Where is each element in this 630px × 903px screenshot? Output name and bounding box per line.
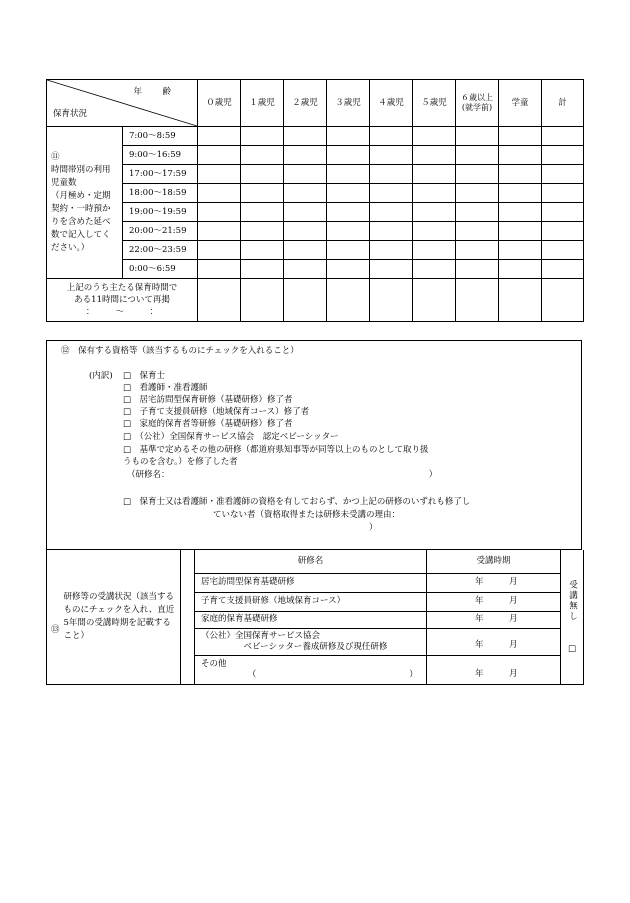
qualifications-heading: ⑫ 保有する資格等（該当するものにチェックを入れること） bbox=[61, 346, 299, 356]
training-label: 研修等の受講状況（該当するものにチェックを入れ、直近5年間の受講時期を記載すること） bbox=[63, 591, 175, 641]
input-cell[interactable] bbox=[370, 203, 413, 222]
input-cell[interactable] bbox=[327, 260, 370, 279]
input-cell[interactable] bbox=[499, 184, 542, 203]
hourly-count-label: ⑪ 時間帯別の利用児童数 （月極め・定期契約・一時預かりを含めた延べ数で記入してください。） bbox=[47, 127, 123, 279]
spacer-col bbox=[181, 550, 195, 684]
time-slot-label: 18:00～18:59 bbox=[123, 184, 198, 203]
input-cell[interactable] bbox=[456, 203, 499, 222]
input-cell[interactable] bbox=[327, 222, 370, 241]
no-training-cell[interactable] bbox=[561, 550, 584, 684]
input-cell[interactable] bbox=[413, 127, 456, 146]
training-row-period[interactable]: 年 月 bbox=[427, 611, 561, 628]
qual-item[interactable]: □ 保育士 bbox=[123, 371, 166, 381]
input-cell[interactable] bbox=[241, 222, 284, 241]
training-row-period[interactable]: 年 月 bbox=[427, 592, 561, 611]
training-row-name: （公社）全国保育サービス協会 ベビーシッター養成研修及び現任研修 bbox=[195, 628, 427, 655]
col-period: 受講時期 bbox=[427, 550, 561, 573]
input-cell[interactable] bbox=[198, 241, 241, 260]
input-cell[interactable] bbox=[198, 146, 241, 165]
input-cell[interactable] bbox=[370, 279, 413, 322]
qual-item[interactable]: □ 子育て支援員研修（地域保育コース）修了者 bbox=[123, 407, 310, 417]
input-cell[interactable] bbox=[413, 279, 456, 322]
training-row-name[interactable]: その他 （ ） bbox=[195, 655, 427, 684]
qual-item[interactable]: □ 基準で定めるその他の研修（都道府県知事等が同等以上のものとして取り扱 bbox=[123, 445, 429, 455]
training-row-period[interactable]: 年 月 bbox=[427, 573, 561, 592]
input-cell[interactable] bbox=[198, 165, 241, 184]
input-cell[interactable] bbox=[499, 279, 542, 322]
input-cell[interactable] bbox=[542, 279, 584, 322]
input-cell[interactable] bbox=[499, 222, 542, 241]
input-cell[interactable] bbox=[370, 165, 413, 184]
no-training-label: 受講無し bbox=[567, 580, 578, 622]
age-col-1: １歳児 bbox=[241, 80, 284, 127]
training-row-name: 家庭的保育基礎研修 bbox=[195, 611, 427, 628]
input-cell[interactable] bbox=[499, 203, 542, 222]
input-cell[interactable] bbox=[198, 127, 241, 146]
input-cell[interactable] bbox=[370, 260, 413, 279]
input-cell[interactable] bbox=[456, 222, 499, 241]
main-hours-label: 上記のうち主たる保育時間で ある11時間について再掲 ： ～ ： bbox=[47, 279, 198, 322]
time-slot-label: 7:00～8:59 bbox=[123, 127, 198, 146]
input-cell[interactable] bbox=[542, 241, 584, 260]
age-col-7: 学童 bbox=[499, 80, 542, 127]
input-cell[interactable] bbox=[241, 165, 284, 184]
age-col-5: ５歳児 bbox=[413, 80, 456, 127]
input-cell[interactable] bbox=[241, 127, 284, 146]
input-cell[interactable] bbox=[327, 279, 370, 322]
no-training-checkbox[interactable]: □ bbox=[567, 644, 577, 654]
qual-item-cont: うものを含む。）を修了した者 bbox=[123, 457, 238, 467]
input-cell[interactable] bbox=[456, 279, 499, 322]
no-qualification-reason[interactable]: ていない者（資格取得または研修未受講の理由： bbox=[213, 510, 401, 520]
time-slot-label: 9:00～16:59 bbox=[123, 146, 198, 165]
time-slot-label: 0:00～6:59 bbox=[123, 260, 198, 279]
training-table bbox=[46, 550, 584, 685]
input-cell[interactable] bbox=[499, 165, 542, 184]
input-cell[interactable] bbox=[413, 146, 456, 165]
input-cell[interactable] bbox=[284, 279, 327, 322]
input-cell[interactable] bbox=[413, 260, 456, 279]
training-label-cell bbox=[47, 550, 181, 684]
input-cell[interactable] bbox=[198, 184, 241, 203]
input-cell[interactable] bbox=[241, 203, 284, 222]
training-row-name: 子育て支援員研修（地域保育コース） bbox=[195, 592, 427, 611]
input-cell[interactable] bbox=[370, 222, 413, 241]
input-cell[interactable] bbox=[327, 184, 370, 203]
input-cell[interactable] bbox=[499, 260, 542, 279]
input-cell[interactable] bbox=[327, 241, 370, 260]
time-slot-label: 19:00～19:59 bbox=[123, 203, 198, 222]
input-cell[interactable] bbox=[542, 222, 584, 241]
input-cell[interactable] bbox=[413, 203, 456, 222]
input-cell[interactable] bbox=[284, 241, 327, 260]
header-diagonal-cell bbox=[47, 80, 198, 127]
input-cell[interactable] bbox=[370, 241, 413, 260]
qual-item[interactable]: □ （公社）全国保育サービス協会 認定ベビーシッター bbox=[123, 432, 339, 442]
qual-item[interactable]: □ 居宅訪問型保育研修（基礎研修）修了者 bbox=[123, 395, 293, 405]
input-cell[interactable] bbox=[241, 184, 284, 203]
input-cell[interactable] bbox=[456, 184, 499, 203]
age-time-table bbox=[46, 79, 584, 322]
input-cell[interactable] bbox=[542, 203, 584, 222]
input-cell[interactable] bbox=[327, 203, 370, 222]
input-cell[interactable] bbox=[284, 222, 327, 241]
input-cell[interactable] bbox=[284, 184, 327, 203]
input-cell[interactable] bbox=[284, 127, 327, 146]
training-row-period[interactable]: 年 月 bbox=[427, 628, 561, 655]
input-cell[interactable] bbox=[241, 279, 284, 322]
input-cell[interactable] bbox=[198, 279, 241, 322]
input-cell[interactable] bbox=[327, 146, 370, 165]
input-cell[interactable] bbox=[370, 127, 413, 146]
training-name-field[interactable]: （研修名： ） bbox=[127, 470, 438, 480]
input-cell[interactable] bbox=[241, 146, 284, 165]
header-status-label: 保育状況 bbox=[53, 109, 88, 119]
input-cell[interactable] bbox=[499, 127, 542, 146]
input-cell[interactable] bbox=[456, 127, 499, 146]
age-col-6: ６歳以上 (就学前) bbox=[456, 80, 499, 127]
input-cell[interactable] bbox=[413, 184, 456, 203]
input-cell[interactable] bbox=[284, 165, 327, 184]
input-cell[interactable] bbox=[370, 146, 413, 165]
age-col-2: ２歳児 bbox=[284, 80, 327, 127]
input-cell[interactable] bbox=[241, 241, 284, 260]
input-cell[interactable] bbox=[284, 146, 327, 165]
time-slot-label: 20:00～21:59 bbox=[123, 222, 198, 241]
input-cell[interactable] bbox=[327, 165, 370, 184]
input-cell[interactable] bbox=[542, 260, 584, 279]
input-cell[interactable] bbox=[284, 203, 327, 222]
input-cell[interactable] bbox=[413, 165, 456, 184]
no-qualification-check[interactable]: □ 保育士又は看護師・准看護師の資格を有しておらず、かつ上記の研修のいずれも修了し bbox=[123, 497, 471, 507]
input-cell[interactable] bbox=[499, 146, 542, 165]
input-cell[interactable] bbox=[542, 146, 584, 165]
age-col-0: ０歳児 bbox=[198, 80, 241, 127]
qual-item[interactable]: □ 家庭的保育者等研修（基礎研修）修了者 bbox=[123, 419, 293, 429]
age-col-3: ３歳児 bbox=[327, 80, 370, 127]
input-cell[interactable] bbox=[542, 127, 584, 146]
header-age-label: 年 齢 bbox=[133, 87, 177, 97]
input-cell[interactable] bbox=[198, 203, 241, 222]
input-cell[interactable] bbox=[413, 241, 456, 260]
training-number: ⑬ bbox=[51, 625, 60, 636]
time-slot-label: 22:00～23:59 bbox=[123, 241, 198, 260]
input-cell[interactable] bbox=[198, 222, 241, 241]
input-cell[interactable] bbox=[456, 165, 499, 184]
training-row-name: 居宅訪問型保育基礎研修 bbox=[195, 573, 427, 592]
input-cell[interactable] bbox=[241, 260, 284, 279]
input-cell[interactable] bbox=[456, 241, 499, 260]
input-cell[interactable] bbox=[327, 127, 370, 146]
input-cell[interactable] bbox=[456, 146, 499, 165]
time-slot-label: 17:00～17:59 bbox=[123, 165, 198, 184]
input-cell[interactable] bbox=[198, 260, 241, 279]
input-cell[interactable] bbox=[370, 184, 413, 203]
input-cell[interactable] bbox=[542, 165, 584, 184]
input-cell[interactable] bbox=[542, 184, 584, 203]
no-qualification-close: ） bbox=[369, 523, 378, 533]
input-cell[interactable] bbox=[456, 260, 499, 279]
qualifications-section bbox=[46, 340, 582, 550]
qual-item[interactable]: □ 看護師・准看護師 bbox=[123, 383, 208, 393]
input-cell[interactable] bbox=[413, 222, 456, 241]
training-row-period[interactable]: 年 月 bbox=[427, 655, 561, 684]
qualifications-prefix: (内訳) bbox=[89, 371, 113, 381]
input-cell[interactable] bbox=[499, 241, 542, 260]
age-col-4: ４歳児 bbox=[370, 80, 413, 127]
age-col-8: 計 bbox=[542, 80, 584, 127]
input-cell[interactable] bbox=[284, 260, 327, 279]
col-training-name: 研修名 bbox=[195, 550, 427, 573]
